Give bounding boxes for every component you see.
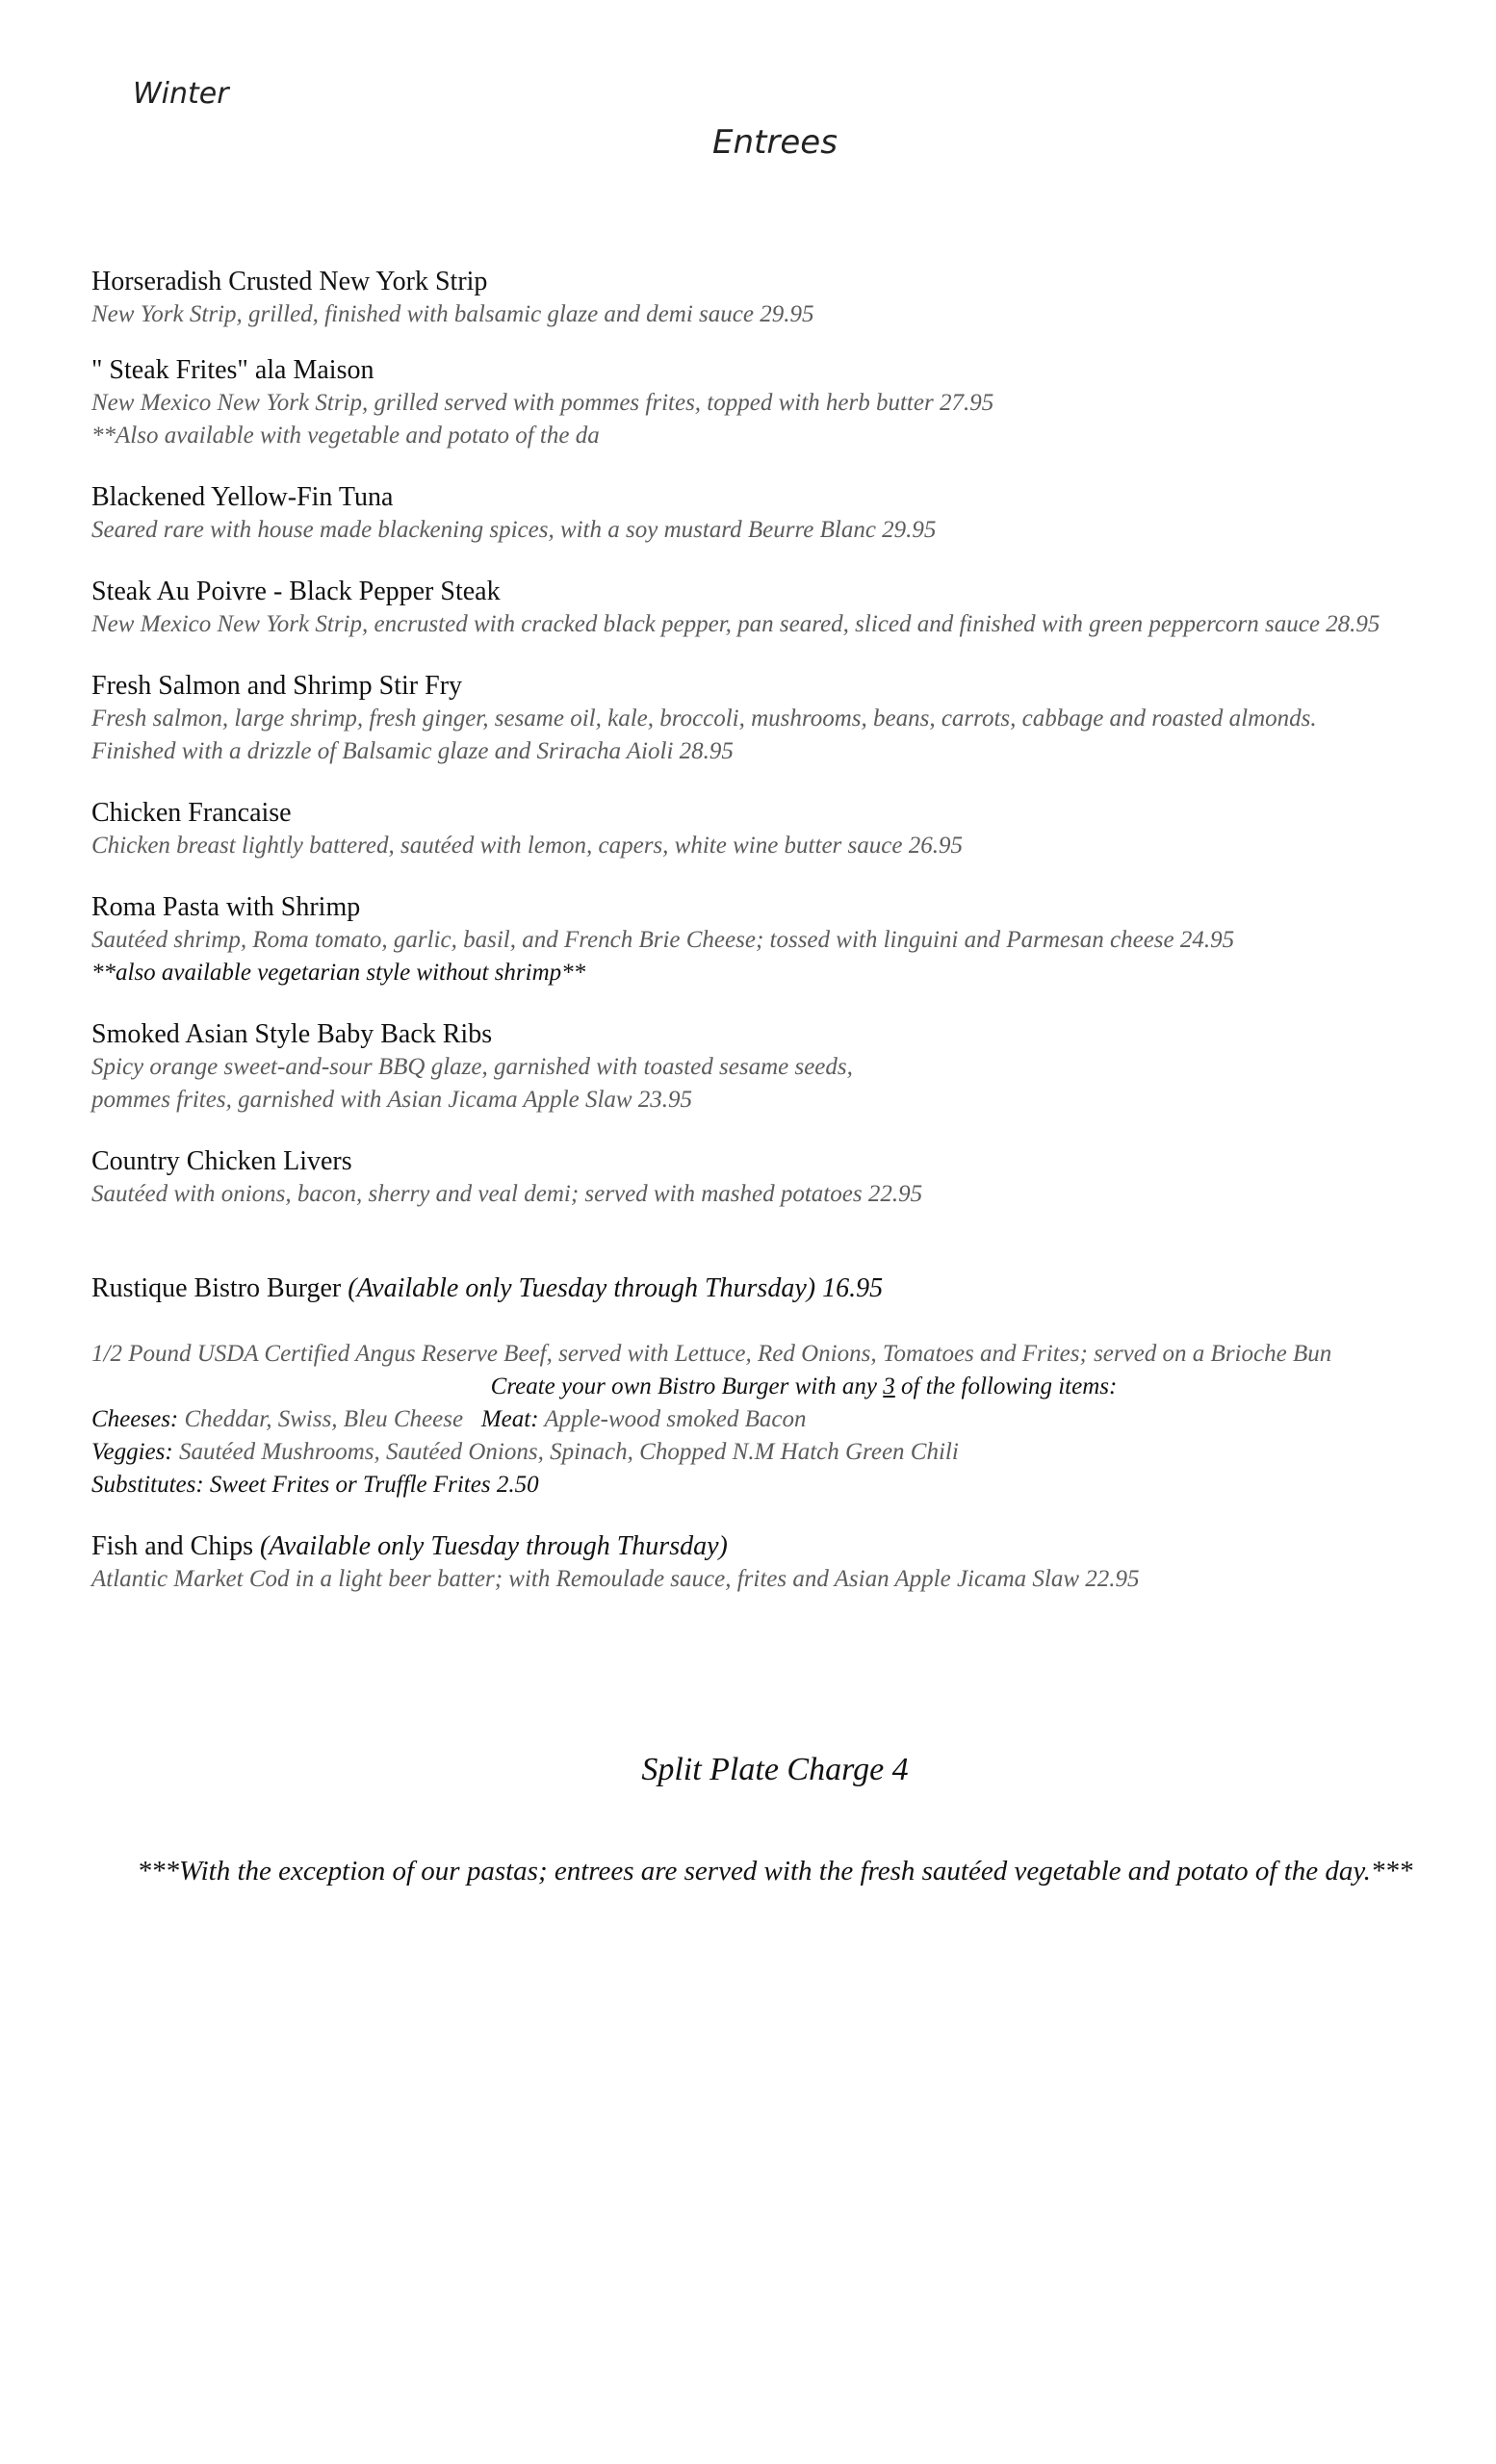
veggies-label: Veggies: — [91, 1439, 173, 1465]
item-note: **also available vegetarian style without shrimp** — [91, 960, 586, 986]
cheeses-list: Cheddar, Swiss, Bleu Cheese — [184, 1406, 464, 1432]
menu-item — [91, 1018, 1458, 1116]
menu-item — [91, 891, 1458, 989]
item-note: **Also available with vegetable and potato of the da — [91, 423, 600, 449]
item-description: Chicken breast lightly battered, sautéed with lemon, capers, white wine butter sauce 26.95 — [91, 833, 963, 859]
item-name: Fresh Salmon and Shrimp Stir Fry — [91, 671, 463, 701]
menu-item — [91, 354, 1458, 452]
item-description-cont: pommes frites, garnished with Asian Jicama Apple Slaw 23.95 — [91, 1087, 693, 1113]
fish-item — [91, 1530, 1458, 1596]
menu-item — [91, 1145, 1458, 1211]
item-name: Chicken Francaise — [91, 798, 292, 828]
fish-heading — [91, 1530, 1458, 1563]
menu-item — [91, 481, 1458, 547]
item-name: Smoked Asian Style Baby Back Ribs — [91, 1019, 493, 1049]
veggies-line — [91, 1436, 1458, 1469]
item-name: Steak Au Poivre - Black Pepper Steak — [91, 577, 501, 606]
item-description: Fresh salmon, large shrimp, fresh ginger, sesame oil, kale, broccoli, mushrooms, beans, carrots, cabbage and roasted almonds. — [91, 706, 1317, 732]
item-name: Blackened Yellow-Fin Tuna — [91, 482, 394, 512]
item-description: Sautéed shrimp, Roma tomato, garlic, basil, and French Brie Cheese; tossed with linguini and Parmesan cheese 24.95 — [91, 927, 1235, 953]
create-your-own-line — [91, 1371, 1458, 1403]
item-description: New York Strip, grilled, finished with balsamic glaze and demi sauce 29.95 — [91, 301, 814, 327]
menu-item — [91, 266, 1458, 331]
item-name: " Steak Frites" ala Maison — [91, 355, 374, 385]
item-description: Spicy orange sweet-and-sour BBQ glaze, garnished with toasted sesame seeds, — [91, 1054, 853, 1080]
item-name: Horseradish Crusted New York Strip — [91, 267, 488, 296]
burger-item — [91, 1272, 1458, 1502]
menu-list — [91, 266, 1458, 1596]
item-description-cont: Finished with a drizzle of Balsamic glaze and Sriracha Aioli 28.95 — [91, 738, 734, 764]
item-description: 1/2 Pound USDA Certified Angus Reserve Beef, served with Lettuce, Red Onions, Tomatoes and Frites; served on a Brioche Bun — [91, 1341, 1332, 1367]
item-description: New Mexico New York Strip, encrusted with cracked black pepper, pan seared, sliced and finished with green peppercorn sauce 28.95 — [91, 611, 1380, 637]
veggies-list: Sautéed Mushrooms, Sautéed Onions, Spinach, Chopped N.M Hatch Green Chili — [178, 1439, 959, 1465]
meat-label: Meat: — [480, 1406, 539, 1432]
item-name: Fish and Chips — [91, 1531, 254, 1561]
season-label: Winter — [133, 77, 229, 111]
item-name: Rustique Bistro Burger — [91, 1273, 342, 1303]
availability-note: (Available only Tuesday through Thursday) — [348, 1273, 816, 1303]
item-price: 16.95 — [822, 1273, 884, 1303]
substitutes-line: Substitutes: Sweet Frites or Truffle Frites 2.50 — [91, 1472, 539, 1498]
item-description: New Mexico New York Strip, grilled served with pommes frites, topped with herb butter 27.95 — [91, 390, 994, 416]
item-description: Atlantic Market Cod in a light beer batter; with Remoulade sauce, frites and Asian Apple Jicama Slaw 22.95 — [91, 1566, 1140, 1592]
availability-note: (Available only Tuesday through Thursday) — [260, 1531, 728, 1561]
burger-heading — [91, 1272, 1458, 1305]
item-description: Seared rare with house made blackening spices, with a soy mustard Beurre Blanc 29.95 — [91, 517, 937, 543]
create-prefix: Create your own Bistro Burger with any — [490, 1373, 878, 1399]
split-plate-charge: Split Plate Charge 4 — [641, 1752, 909, 1787]
cheeses-label: Cheeses: — [91, 1406, 179, 1432]
item-description: Sautéed with onions, bacon, sherry and veal demi; served with mashed potatoes 22.95 — [91, 1181, 923, 1207]
cheese-meat-line — [91, 1403, 1458, 1436]
page-title: Entrees — [712, 123, 838, 162]
item-name: Country Chicken Livers — [91, 1146, 352, 1176]
sides-note: ***With the exception of our pastas; entrees are served with the fresh sautéed vegetable and potato of the day.*** — [137, 1856, 1413, 1886]
meat-list: Apple-wood smoked Bacon — [544, 1406, 807, 1432]
menu-item — [91, 670, 1458, 768]
item-name: Roma Pasta with Shrimp — [91, 892, 361, 922]
menu-item — [91, 576, 1458, 641]
create-suffix: of the following items: — [901, 1373, 1118, 1399]
menu-item — [91, 797, 1458, 862]
create-count: 3 — [883, 1373, 895, 1399]
